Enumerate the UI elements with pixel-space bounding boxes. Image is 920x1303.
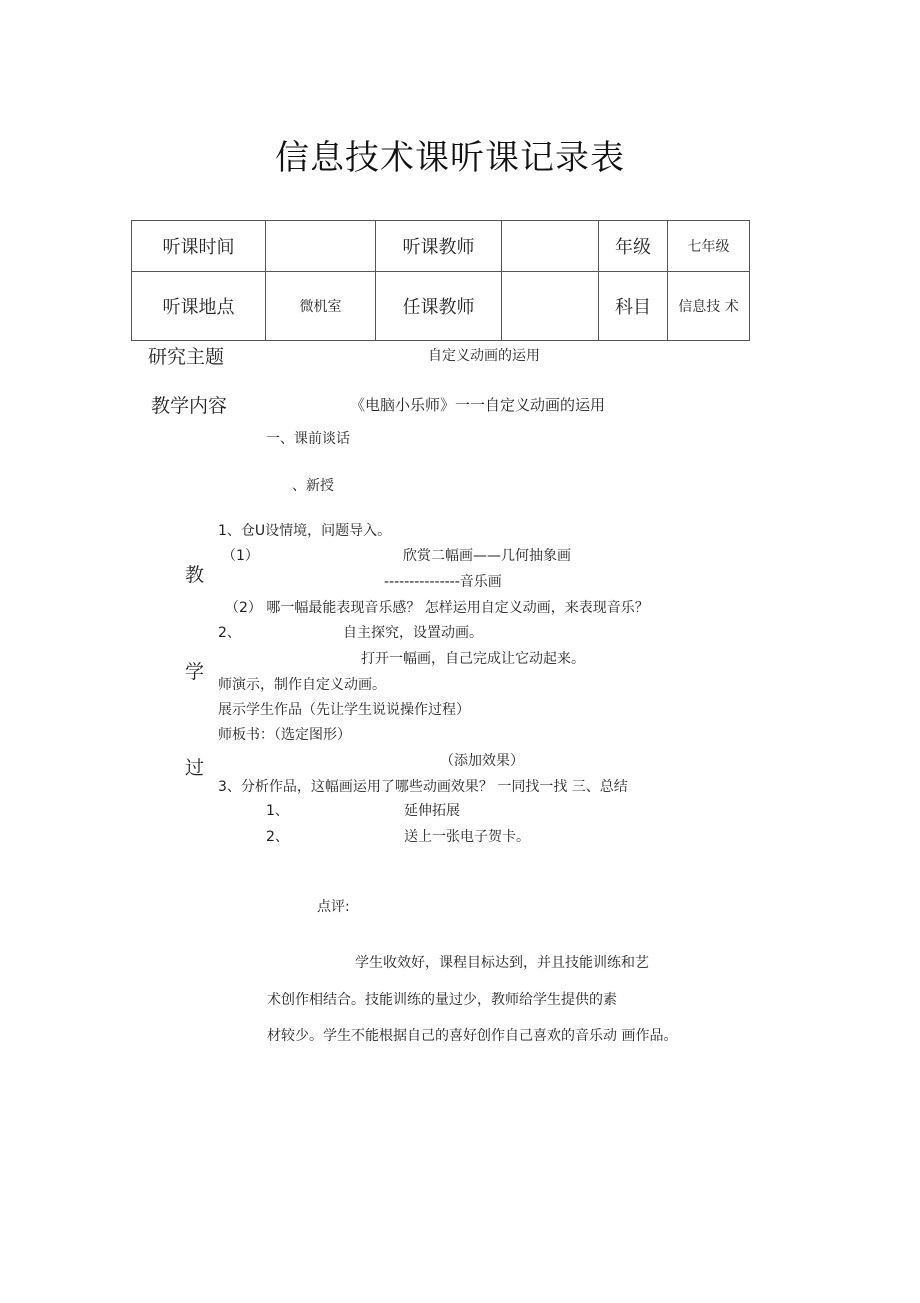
process-line: 欣赏二幅画——几何抽象画 xyxy=(403,548,571,564)
process-line: 师板书：（选定图形） xyxy=(218,727,351,743)
process-line: 2、 xyxy=(218,625,241,641)
process-line: 展示学生作品（先让学生说说操作过程） xyxy=(218,702,470,718)
process-line: 1、 xyxy=(266,803,289,819)
process-line: （1） xyxy=(222,548,259,564)
topic-label: 研究主题 xyxy=(148,346,225,368)
info-table xyxy=(131,220,750,341)
process-line: 送上一张电子贺卡。 xyxy=(404,829,530,845)
subject-label: 科目 xyxy=(599,272,668,341)
place-label: 听课地点 xyxy=(132,272,266,341)
table-row xyxy=(132,272,750,341)
process-line: （添加效果） xyxy=(440,753,524,769)
time-label: 听课时间 xyxy=(132,221,266,272)
vertical-label-char: 学 xyxy=(185,661,205,683)
process-line: 打开一幅画，自己完成让它动起来。 xyxy=(361,651,585,667)
vertical-label-char: 过 xyxy=(185,757,205,779)
page-title: 信息技术课听课记录表 xyxy=(275,138,625,178)
grade-label: 年级 xyxy=(599,221,668,272)
process-line: 自主探究，设置动画。 xyxy=(343,625,483,641)
time-value xyxy=(266,221,376,272)
grade-value: 七年级 xyxy=(668,221,750,272)
process-step: 一、课前谈话 xyxy=(266,431,350,447)
review-text: 材较少。学生不能根据自己的喜好创作自己喜欢的音乐动 画作品。 xyxy=(267,1028,678,1044)
process-line: 1、仓U设情境，问题导入。 xyxy=(218,523,392,539)
content-label: 教学内容 xyxy=(151,395,228,417)
table-row xyxy=(132,221,750,272)
lecturer-value xyxy=(502,272,599,341)
teacher-label: 听课教师 xyxy=(376,221,502,272)
process-line: 2、 xyxy=(266,829,289,845)
review-text: 学生收效好，课程目标达到，并且技能训练和艺 xyxy=(355,955,649,971)
review-text: 术创作相结合。技能训练的量过少，教师给学生提供的素 xyxy=(267,992,617,1008)
process-line: （2） 哪一幅最能表现音乐感？ 怎样运用自定义动画，来表现音乐？ xyxy=(225,600,649,616)
process-line: 师演示，制作自定义动画。 xyxy=(218,677,386,693)
review-label: 点评: xyxy=(317,899,350,915)
vertical-label-char: 教 xyxy=(185,564,205,586)
subject-value: 信息技 术 xyxy=(668,272,750,341)
lecturer-label: 任课教师 xyxy=(376,272,502,341)
process-line: ---------------音乐画 xyxy=(384,574,502,590)
teacher-value xyxy=(502,221,599,272)
topic-value: 自定义动画的运用 xyxy=(428,348,540,364)
content-value: 《电脑小乐师》一一自定义动画的运用 xyxy=(350,396,606,414)
process-step: 、新授 xyxy=(292,478,334,494)
process-line: 3、分析作品，这幅画运用了哪些动画效果？ 一同找一找 三、总结 xyxy=(218,779,628,795)
process-line: 延伸拓展 xyxy=(404,803,460,819)
place-value: 微机室 xyxy=(266,272,376,341)
